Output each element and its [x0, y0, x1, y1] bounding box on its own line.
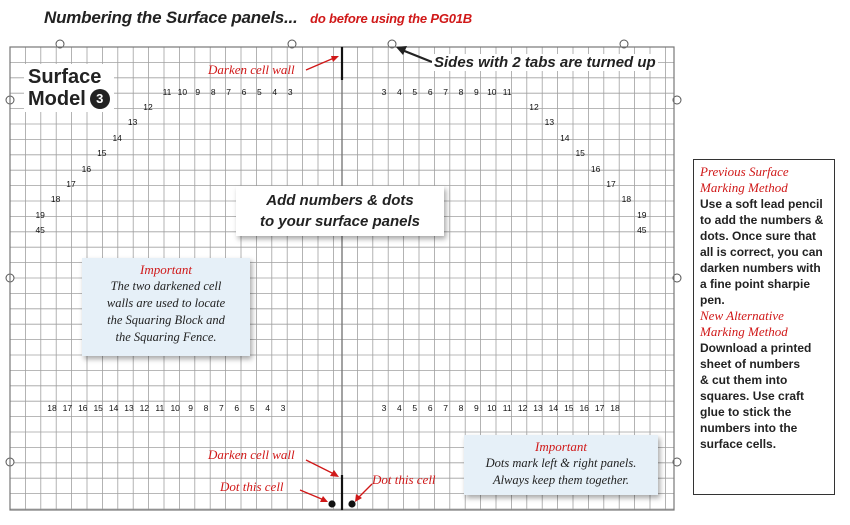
- important-note-right-heading: Important: [535, 439, 587, 454]
- important-note-left-line2: walls are used to locate: [106, 296, 226, 310]
- cell-number: 13: [124, 403, 134, 413]
- cell-number: 5: [257, 87, 262, 97]
- model-number-badge: 3: [90, 89, 110, 109]
- cell-number: 9: [195, 87, 201, 97]
- cell-number: 3: [381, 403, 387, 413]
- cell-number: 17: [594, 403, 605, 413]
- cell-number: 10: [487, 403, 497, 413]
- cell-number: 12: [143, 102, 153, 112]
- important-note-left: [82, 258, 250, 356]
- cell-number: 8: [458, 87, 464, 97]
- cell-number: 9: [188, 403, 193, 413]
- cell-number: 11: [502, 87, 512, 97]
- new-method-heading2: Marking Method: [700, 324, 788, 339]
- cell-number: 18: [621, 194, 632, 205]
- callout-dot-left: Dot this cell: [220, 479, 284, 494]
- callout-dot-right: Dot this cell: [372, 472, 436, 487]
- cell-number: 7: [443, 87, 448, 97]
- cell-number: 5: [412, 87, 418, 97]
- cell-number: 14: [548, 403, 559, 413]
- prev-method-heading1: Previous Surface: [700, 164, 789, 179]
- arrow-sides: [396, 46, 432, 62]
- important-note-right-line1: Dots mark left & right panels.: [485, 456, 637, 470]
- cell-number: 6: [427, 87, 433, 97]
- prev-method-line3: dots. Once sure that: [700, 229, 817, 243]
- cell-number: 15: [564, 403, 574, 413]
- cell-number: 16: [590, 163, 601, 174]
- important-note-left-line1: The two darkened cell: [110, 279, 222, 293]
- cell-number: 4: [272, 87, 278, 97]
- important-note-right: [464, 435, 658, 495]
- cell-number: 11: [162, 87, 172, 97]
- callout-darken-bottom: Darken cell wall: [208, 447, 295, 462]
- cell-number: 7: [226, 87, 231, 97]
- cell-number: 14: [108, 403, 119, 413]
- new-method-line7: surface cells.: [700, 437, 777, 451]
- cell-number: 8: [458, 403, 464, 413]
- cell-number: 11: [155, 403, 165, 413]
- prev-method-line6: a fine point sharpie: [700, 277, 811, 291]
- new-method-line6: numbers into the: [700, 421, 798, 435]
- marking-method-sidebar: [693, 159, 835, 495]
- cell-number: 18: [47, 403, 57, 413]
- cell-number: 10: [170, 403, 180, 413]
- cell-number: 14: [560, 132, 570, 143]
- callout-darken-top: Darken cell wall: [208, 62, 295, 77]
- right-panel-dot: [348, 500, 355, 507]
- cell-number: 19: [35, 209, 45, 220]
- cell-number: 16: [579, 403, 589, 413]
- cell-number: 19: [637, 209, 647, 220]
- new-method-heading1: New Alternative: [700, 308, 784, 323]
- important-note-left-heading: Important: [140, 262, 192, 277]
- cell-number: 4: [397, 87, 402, 97]
- cell-number: 13: [533, 403, 543, 413]
- cell-number: 3: [381, 87, 387, 97]
- cell-number: 13: [127, 117, 138, 128]
- cell-number: 15: [93, 403, 103, 413]
- new-method-line2: sheet of numbers: [700, 357, 801, 371]
- cell-number: 17: [606, 179, 616, 189]
- cell-number: 8: [203, 403, 209, 413]
- important-note-left-line3: the Squaring Block and: [107, 313, 225, 327]
- title-sub: do before using the PG01B: [310, 11, 472, 26]
- cell-number: 7: [219, 403, 224, 413]
- cell-number: 12: [529, 102, 539, 112]
- important-note-right-line2: Always keep them together.: [492, 473, 630, 487]
- cell-number: 12: [139, 403, 150, 413]
- left-panel-dot: [328, 500, 335, 507]
- new-method-line4: squares. Use craft: [700, 389, 805, 403]
- add-numbers-box: [236, 186, 444, 236]
- cell-number: 5: [412, 403, 418, 413]
- cell-number: 45: [35, 225, 45, 236]
- cell-number: 6: [427, 403, 433, 413]
- prev-method-line2: to add the numbers &: [700, 213, 824, 227]
- cell-number: 13: [544, 117, 555, 128]
- model-label: [24, 64, 114, 112]
- cell-number: 8: [210, 87, 216, 97]
- prev-method-heading2: Marking Method: [700, 180, 788, 195]
- new-method-line3: & cut them into: [700, 373, 788, 387]
- add-numbers-line1: Add numbers & dots: [266, 192, 414, 209]
- cell-number: 12: [517, 403, 528, 413]
- cell-number: 18: [50, 194, 61, 205]
- cell-number: 7: [443, 403, 448, 413]
- arrow-dot-left: [300, 490, 328, 502]
- add-numbers-line2: to your surface panels: [259, 213, 421, 230]
- cell-number: 14: [112, 132, 122, 143]
- cell-number: 6: [234, 403, 240, 413]
- cell-number: 3: [287, 87, 293, 97]
- prev-method-line5: darken numbers with: [700, 261, 821, 275]
- cell-number: 9: [474, 403, 479, 413]
- cell-number: 5: [249, 403, 255, 413]
- cell-number: 4: [397, 403, 402, 413]
- cell-number: 10: [177, 87, 188, 97]
- cell-number: 11: [502, 403, 512, 413]
- cell-number: 3: [280, 403, 286, 413]
- cell-number: 17: [62, 403, 73, 413]
- model-label-line2: Model: [28, 88, 86, 110]
- prev-method-line1: Use a soft lead pencil: [700, 197, 823, 211]
- cell-number: 16: [81, 163, 92, 174]
- cell-number: 10: [487, 87, 497, 97]
- title-main: Numbering the Surface panels...: [44, 8, 298, 27]
- cell-number: 6: [241, 87, 247, 97]
- cell-number: 17: [66, 179, 76, 189]
- prev-method-line4: all is correct, you can: [700, 245, 823, 259]
- cell-number: 15: [575, 148, 585, 159]
- cell-number: 4: [265, 403, 270, 413]
- cell-number: 15: [97, 148, 107, 159]
- cell-number: 16: [78, 403, 88, 413]
- model-label-line1: Surface: [28, 66, 102, 88]
- arrow-darken-top: [306, 56, 339, 70]
- important-note-left-line4: the Squaring Fence.: [115, 330, 217, 344]
- cell-number: 18: [610, 403, 620, 413]
- callout-sides-tabs: Sides with 2 tabs are turned up: [434, 54, 656, 71]
- cell-number: 45: [637, 225, 647, 236]
- new-method-line1: Download a printed: [700, 341, 812, 355]
- prev-method-line7: pen.: [700, 293, 725, 307]
- cell-number: 9: [474, 87, 479, 97]
- new-method-line5: glue to stick the: [700, 405, 792, 419]
